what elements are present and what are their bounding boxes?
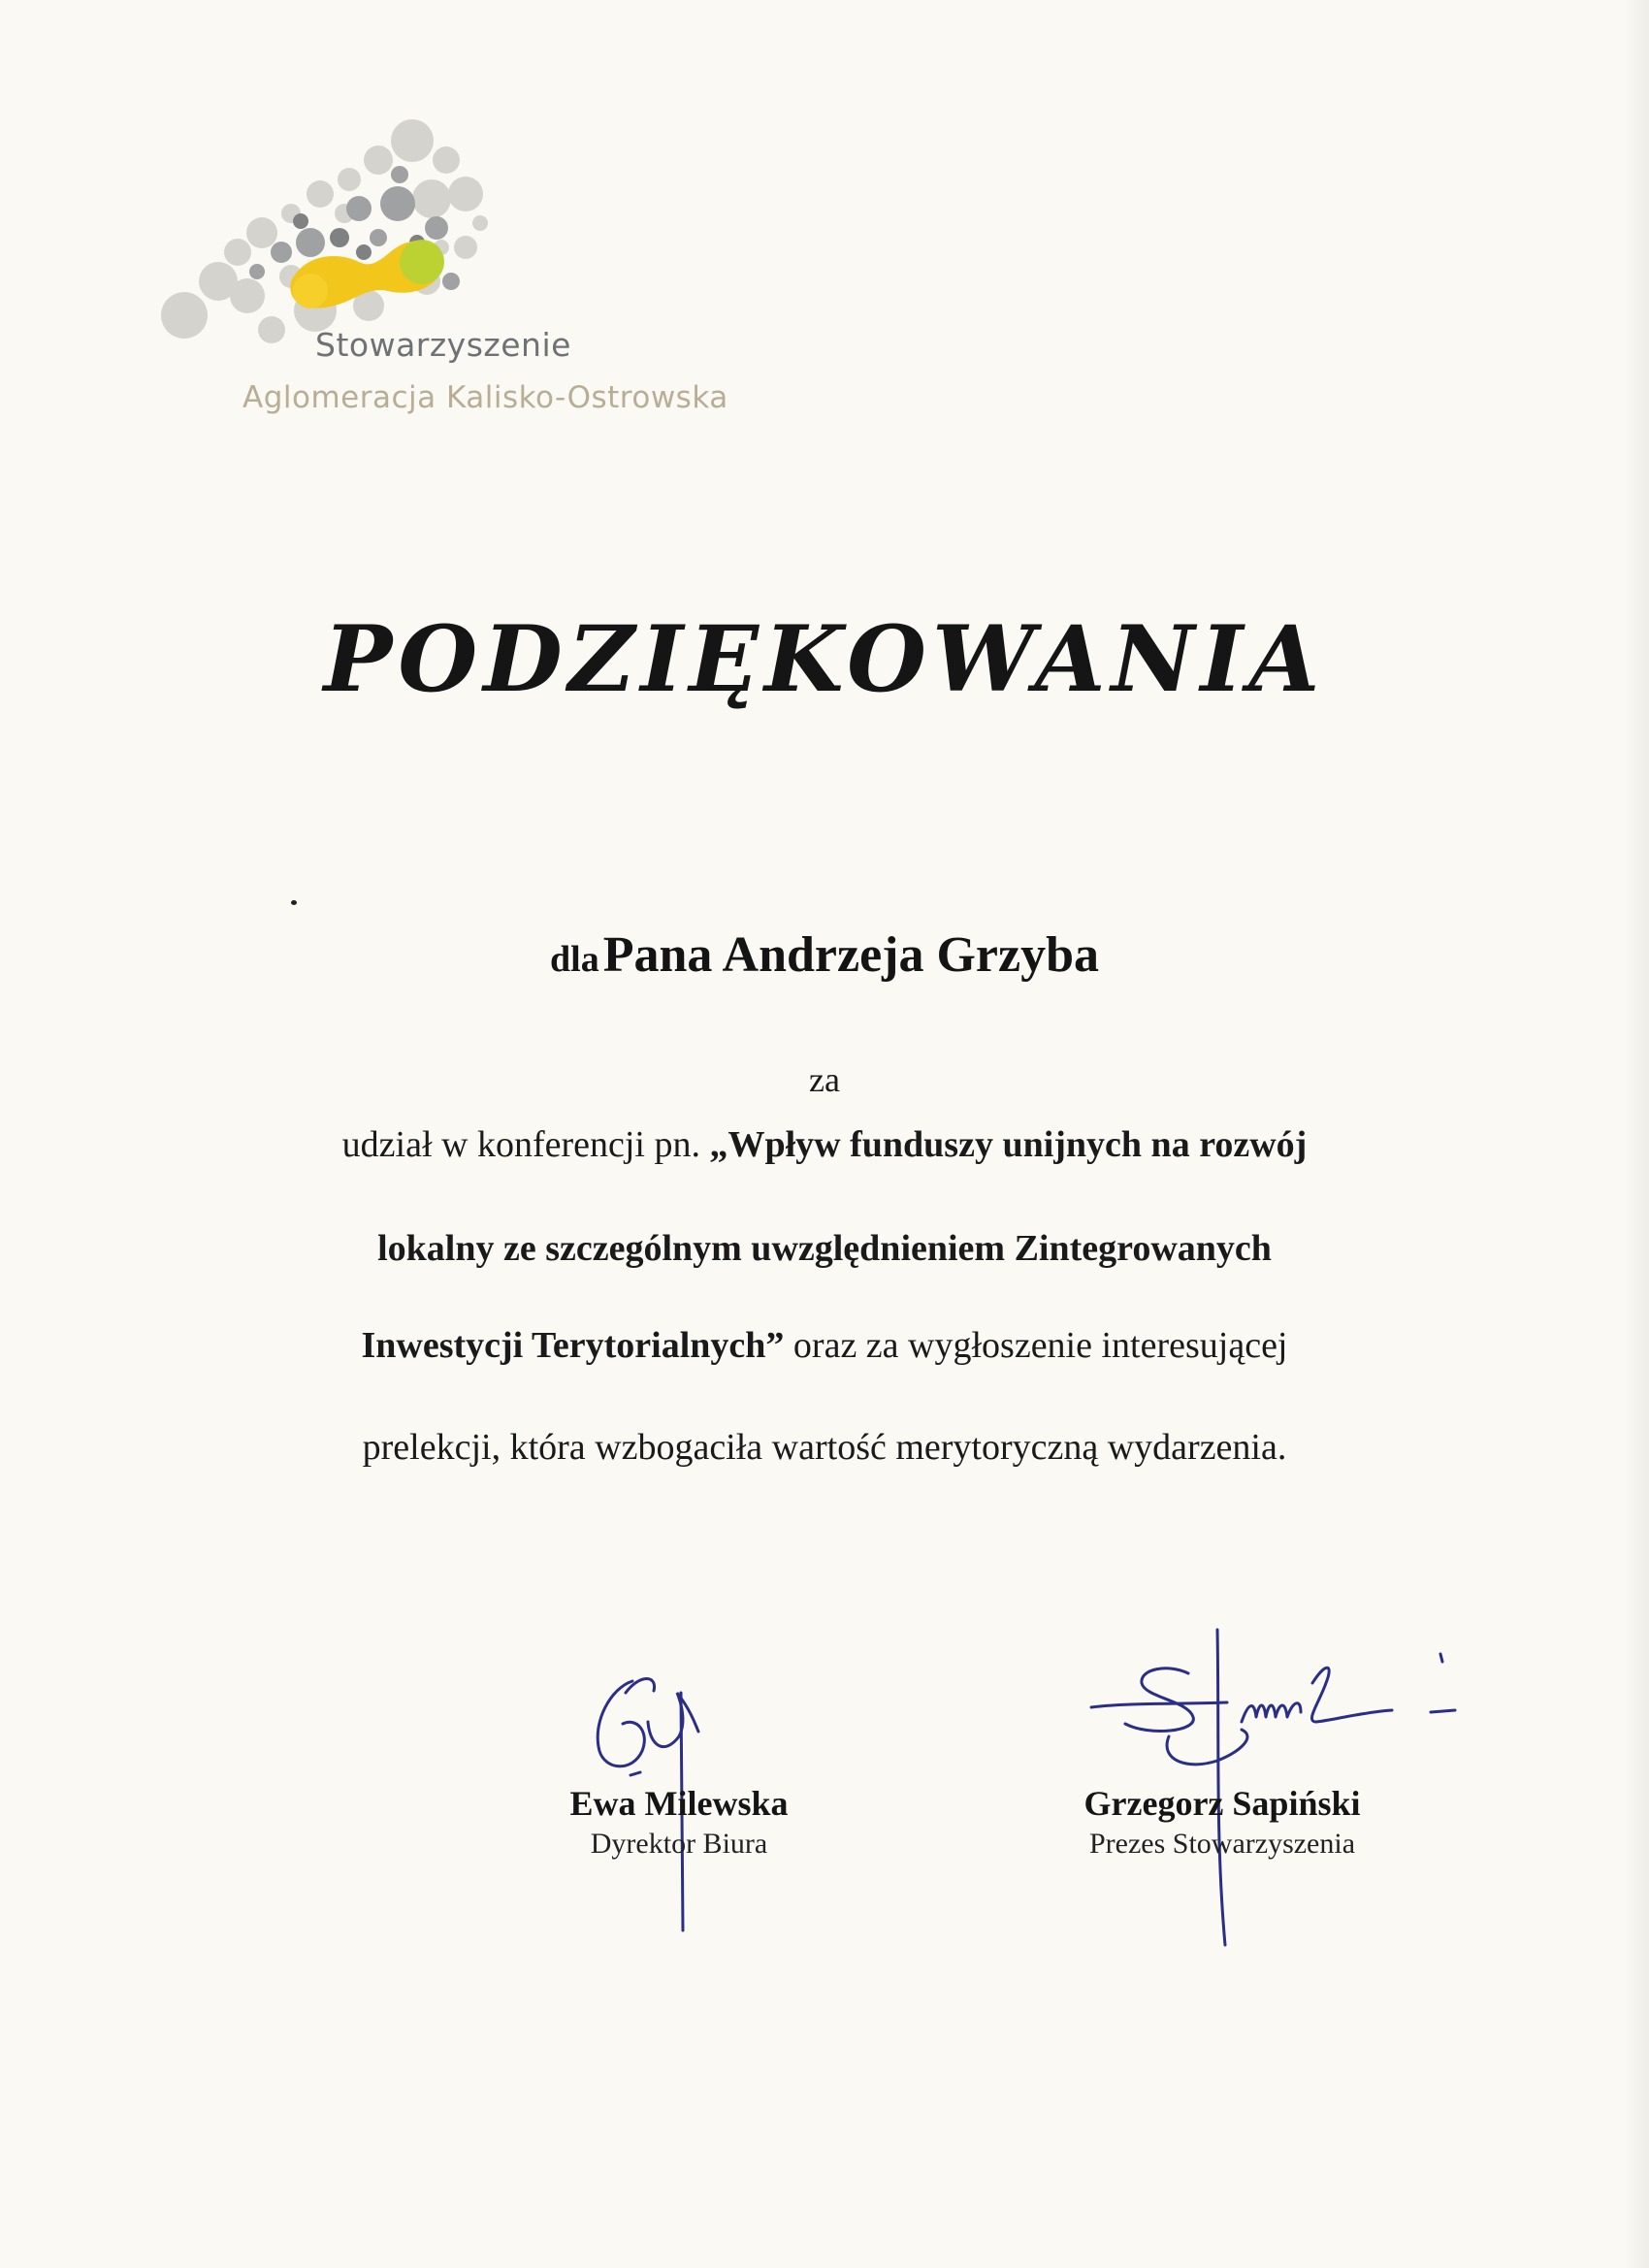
organization-logo: [146, 107, 747, 437]
signatory-left-name: Ewa Milewska: [569, 1784, 789, 1823]
body-line-3-bold: Inwestycji Terytorialnych”: [361, 1325, 785, 1366]
logo-line-organization: Stowarzyszenie: [315, 326, 571, 364]
body-line-1-normal: udział w konferencji pn.: [341, 1124, 710, 1165]
body-line-3-normal: oraz za wygłoszenie interesującej: [784, 1325, 1288, 1366]
scan-speck: [291, 900, 297, 905]
signatory-right-role: Prezes Stowarzyszenia: [1088, 1828, 1356, 1860]
body-line-2: [0, 1227, 1649, 1270]
logo-line-region: Aglomeracja Kalisko-Ostrowska: [242, 380, 728, 415]
body-line-1-bold: „Wpływ funduszy unijnych na rozwój: [709, 1124, 1308, 1165]
for-label: za: [809, 1060, 840, 1099]
body-line-4-normal: prelekcji, która wzbogaciła wartość merytoryczną wydarzenia.: [362, 1427, 1287, 1468]
body-line-2-bold: lokalny ze szczególnym uwzględnieniem Zintegrowanych: [377, 1228, 1272, 1269]
certificate-title: PODZIĘKOWANIA: [323, 606, 1326, 713]
signatory-right-name: Grzegorz Sapiński: [1083, 1784, 1361, 1823]
recipient-prefix: dla: [550, 939, 599, 980]
body-line-4: [0, 1426, 1649, 1469]
body-line-3: [0, 1324, 1649, 1367]
signatory-right: [1028, 1783, 1416, 1861]
signatory-left: [514, 1783, 844, 1861]
recipient-line: [0, 926, 1649, 984]
signature-grzegorz-sapinski: [1072, 1615, 1499, 1945]
signatory-left-role: Dyrektor Biura: [590, 1828, 768, 1860]
body-line-1: [0, 1123, 1649, 1166]
recipient-name: Pana Andrzeja Grzyba: [602, 927, 1099, 983]
